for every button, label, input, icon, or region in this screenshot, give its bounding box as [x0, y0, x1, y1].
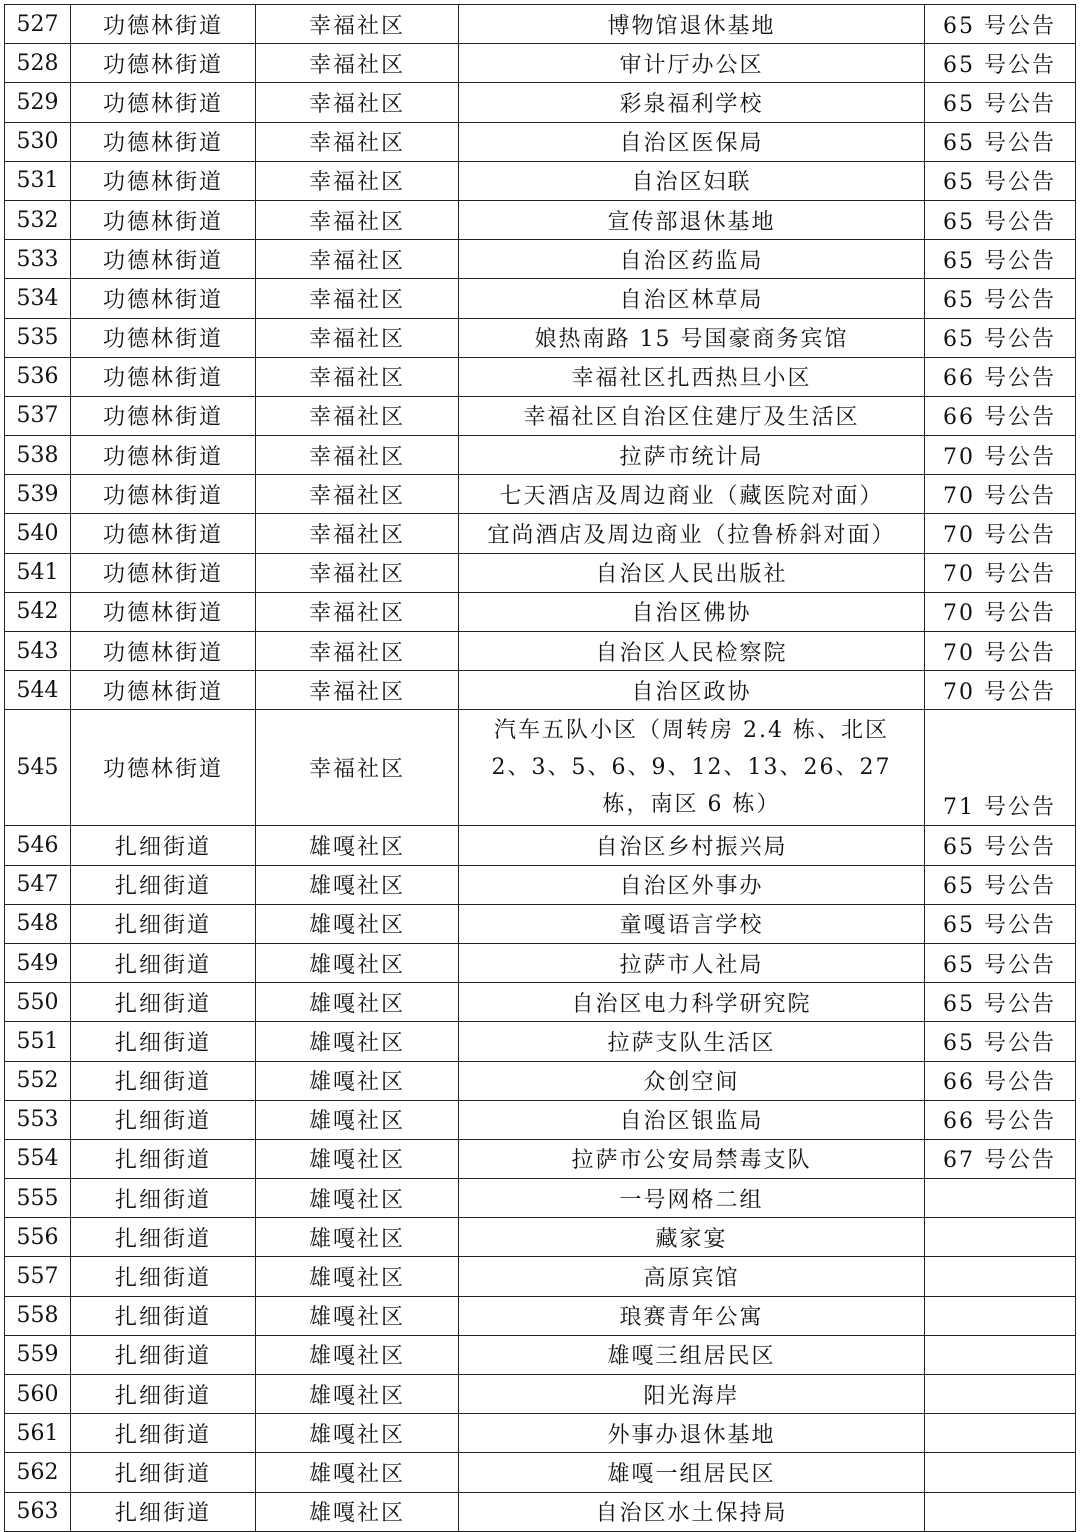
- community-cell: 幸福社区: [256, 44, 459, 83]
- notice-cell: 65 号公告: [925, 983, 1076, 1022]
- street-cell: 扎细街道: [71, 1335, 256, 1374]
- place-cell: 藏家宴: [459, 1218, 925, 1257]
- row-number-cell: 540: [5, 514, 71, 553]
- notice-cell: [925, 1375, 1076, 1414]
- place-cell: 拉萨支队生活区: [459, 1022, 925, 1061]
- row-number-cell: 541: [5, 553, 71, 592]
- notice-cell: [925, 1492, 1076, 1531]
- street-cell: 扎细街道: [71, 1179, 256, 1218]
- row-number-cell: 547: [5, 865, 71, 904]
- street-cell: 功德林街道: [71, 357, 256, 396]
- street-cell: 功德林街道: [71, 514, 256, 553]
- street-cell: 扎细街道: [71, 1022, 256, 1061]
- community-cell: 幸福社区: [256, 83, 459, 122]
- table-row: [5, 396, 1076, 435]
- community-cell: 雄嘎社区: [256, 1375, 459, 1414]
- community-cell: 幸福社区: [256, 514, 459, 553]
- table-row: [5, 710, 1076, 826]
- street-cell: 功德林街道: [71, 83, 256, 122]
- community-cell: 幸福社区: [256, 671, 459, 710]
- notice-cell: 70 号公告: [925, 632, 1076, 671]
- notice-cell: 70 号公告: [925, 553, 1076, 592]
- row-number-cell: 532: [5, 200, 71, 239]
- street-cell: 功德林街道: [71, 592, 256, 631]
- notice-cell: 65 号公告: [925, 943, 1076, 982]
- row-number-cell: 563: [5, 1492, 71, 1531]
- place-cell: 雄嘎一组居民区: [459, 1453, 925, 1492]
- row-number-cell: 531: [5, 161, 71, 200]
- table-row: [5, 1218, 1076, 1257]
- row-number-cell: 527: [5, 5, 71, 44]
- street-cell: 扎细街道: [71, 1492, 256, 1531]
- place-cell: 自治区外事办: [459, 865, 925, 904]
- notice-cell: 65 号公告: [925, 240, 1076, 279]
- table-row: [5, 1061, 1076, 1100]
- street-cell: 功德林街道: [71, 553, 256, 592]
- place-cell: 高原宾馆: [459, 1257, 925, 1296]
- table-row: [5, 904, 1076, 943]
- community-cell: 幸福社区: [256, 436, 459, 475]
- place-cell: 自治区电力科学研究院: [459, 983, 925, 1022]
- community-cell: 幸福社区: [256, 279, 459, 318]
- row-number-cell: 549: [5, 943, 71, 982]
- community-cell: 雄嘎社区: [256, 1296, 459, 1335]
- street-cell: 功德林街道: [71, 5, 256, 44]
- row-number-cell: 557: [5, 1257, 71, 1296]
- street-cell: 扎细街道: [71, 865, 256, 904]
- street-cell: 扎细街道: [71, 1414, 256, 1453]
- place-cell: 自治区人民出版社: [459, 553, 925, 592]
- place-cell: 自治区妇联: [459, 161, 925, 200]
- street-cell: 扎细街道: [71, 1375, 256, 1414]
- street-cell: 扎细街道: [71, 1100, 256, 1139]
- place-cell: 汽车五队小区（周转房 2.4 栋、北区 2、3、5、6、9、12、13、26、27 栋，南区 6 栋）: [459, 710, 925, 826]
- row-number-cell: 551: [5, 1022, 71, 1061]
- row-number-cell: 558: [5, 1296, 71, 1335]
- community-cell: 雄嘎社区: [256, 943, 459, 982]
- table-row: [5, 983, 1076, 1022]
- table-row: [5, 83, 1076, 122]
- place-cell: 自治区佛协: [459, 592, 925, 631]
- notice-cell: 66 号公告: [925, 357, 1076, 396]
- community-cell: 雄嘎社区: [256, 904, 459, 943]
- place-cell: 彩泉福利学校: [459, 83, 925, 122]
- row-number-cell: 538: [5, 436, 71, 475]
- street-cell: 功德林街道: [71, 671, 256, 710]
- table-row: [5, 318, 1076, 357]
- notice-cell: [925, 1335, 1076, 1374]
- row-number-cell: 536: [5, 357, 71, 396]
- notice-cell: 65 号公告: [925, 279, 1076, 318]
- place-cell: 众创空间: [459, 1061, 925, 1100]
- place-cell: 自治区水土保持局: [459, 1492, 925, 1531]
- notice-cell: 65 号公告: [925, 200, 1076, 239]
- place-cell: 自治区政协: [459, 671, 925, 710]
- community-cell: 幸福社区: [256, 200, 459, 239]
- notice-cell: [925, 1296, 1076, 1335]
- table-row: [5, 357, 1076, 396]
- row-number-cell: 561: [5, 1414, 71, 1453]
- street-cell: 扎细街道: [71, 983, 256, 1022]
- street-cell: 功德林街道: [71, 318, 256, 357]
- row-number-cell: 534: [5, 279, 71, 318]
- table-row: [5, 826, 1076, 865]
- row-number-cell: 555: [5, 1179, 71, 1218]
- table-row: [5, 1100, 1076, 1139]
- row-number-cell: 545: [5, 710, 71, 826]
- row-number-cell: 528: [5, 44, 71, 83]
- place-cell: 拉萨市统计局: [459, 436, 925, 475]
- table-row: [5, 865, 1076, 904]
- street-cell: 扎细街道: [71, 1453, 256, 1492]
- street-cell: 功德林街道: [71, 396, 256, 435]
- community-cell: 雄嘎社区: [256, 1139, 459, 1178]
- table-row: [5, 44, 1076, 83]
- place-cell: 自治区人民检察院: [459, 632, 925, 671]
- street-cell: 功德林街道: [71, 710, 256, 826]
- place-cell: 自治区药监局: [459, 240, 925, 279]
- place-cell: 一号网格二组: [459, 1179, 925, 1218]
- row-number-cell: 548: [5, 904, 71, 943]
- row-number-cell: 553: [5, 1100, 71, 1139]
- table-row: [5, 279, 1076, 318]
- notice-cell: 71 号公告: [925, 710, 1076, 826]
- notice-cell: 70 号公告: [925, 514, 1076, 553]
- place-cell: 博物馆退休基地: [459, 5, 925, 44]
- community-cell: 幸福社区: [256, 632, 459, 671]
- community-cell: 雄嘎社区: [256, 1218, 459, 1257]
- place-cell: 外事办退休基地: [459, 1414, 925, 1453]
- community-cell: 幸福社区: [256, 710, 459, 826]
- community-cell: 雄嘎社区: [256, 1179, 459, 1218]
- row-number-cell: 546: [5, 826, 71, 865]
- table-body: [5, 5, 1076, 1532]
- table-row: [5, 1414, 1076, 1453]
- notice-cell: 65 号公告: [925, 826, 1076, 865]
- street-cell: 功德林街道: [71, 161, 256, 200]
- street-cell: 扎细街道: [71, 1257, 256, 1296]
- community-cell: 幸福社区: [256, 5, 459, 44]
- notice-cell: 65 号公告: [925, 865, 1076, 904]
- table-row: [5, 122, 1076, 161]
- row-number-cell: 535: [5, 318, 71, 357]
- street-cell: 扎细街道: [71, 1139, 256, 1178]
- place-cell: 七天酒店及周边商业（藏医院对面）: [459, 475, 925, 514]
- notice-cell: 66 号公告: [925, 1100, 1076, 1139]
- street-cell: 扎细街道: [71, 943, 256, 982]
- table-row: [5, 1492, 1076, 1531]
- place-cell: 娘热南路 15 号国豪商务宾馆: [459, 318, 925, 357]
- notice-table: [4, 4, 1076, 1532]
- table-row: [5, 1179, 1076, 1218]
- place-cell: 自治区医保局: [459, 122, 925, 161]
- notice-cell: 70 号公告: [925, 592, 1076, 631]
- street-cell: 扎细街道: [71, 1296, 256, 1335]
- place-cell: 琅赛青年公寓: [459, 1296, 925, 1335]
- community-cell: 幸福社区: [256, 161, 459, 200]
- community-cell: 雄嘎社区: [256, 983, 459, 1022]
- community-cell: 幸福社区: [256, 122, 459, 161]
- notice-cell: 65 号公告: [925, 161, 1076, 200]
- street-cell: 扎细街道: [71, 904, 256, 943]
- community-cell: 雄嘎社区: [256, 1061, 459, 1100]
- table-row: [5, 161, 1076, 200]
- community-cell: 雄嘎社区: [256, 1100, 459, 1139]
- community-cell: 幸福社区: [256, 396, 459, 435]
- row-number-cell: 537: [5, 396, 71, 435]
- street-cell: 扎细街道: [71, 826, 256, 865]
- notice-cell: [925, 1218, 1076, 1257]
- notice-cell: 65 号公告: [925, 83, 1076, 122]
- community-cell: 雄嘎社区: [256, 1492, 459, 1531]
- notice-cell: [925, 1453, 1076, 1492]
- street-cell: 功德林街道: [71, 475, 256, 514]
- table-row: [5, 1022, 1076, 1061]
- place-cell: 雄嘎三组居民区: [459, 1335, 925, 1374]
- community-cell: 幸福社区: [256, 553, 459, 592]
- notice-cell: [925, 1414, 1076, 1453]
- community-cell: 幸福社区: [256, 475, 459, 514]
- place-cell: 童嘎语言学校: [459, 904, 925, 943]
- row-number-cell: 560: [5, 1375, 71, 1414]
- place-cell: 幸福社区自治区住建厅及生活区: [459, 396, 925, 435]
- notice-cell: [925, 1179, 1076, 1218]
- community-cell: 幸福社区: [256, 592, 459, 631]
- row-number-cell: 539: [5, 475, 71, 514]
- street-cell: 功德林街道: [71, 632, 256, 671]
- place-cell: 阳光海岸: [459, 1375, 925, 1414]
- row-number-cell: 543: [5, 632, 71, 671]
- community-cell: 雄嘎社区: [256, 1453, 459, 1492]
- table-row: [5, 671, 1076, 710]
- community-cell: 幸福社区: [256, 357, 459, 396]
- row-number-cell: 556: [5, 1218, 71, 1257]
- row-number-cell: 552: [5, 1061, 71, 1100]
- table-row: [5, 5, 1076, 44]
- place-cell: 拉萨市人社局: [459, 943, 925, 982]
- street-cell: 功德林街道: [71, 44, 256, 83]
- notice-cell: 70 号公告: [925, 475, 1076, 514]
- notice-cell: 65 号公告: [925, 5, 1076, 44]
- notice-cell: 66 号公告: [925, 396, 1076, 435]
- street-cell: 功德林街道: [71, 240, 256, 279]
- community-cell: 雄嘎社区: [256, 865, 459, 904]
- row-number-cell: 559: [5, 1335, 71, 1374]
- table-row: [5, 1257, 1076, 1296]
- place-cell: 审计厅办公区: [459, 44, 925, 83]
- row-number-cell: 544: [5, 671, 71, 710]
- place-cell: 拉萨市公安局禁毒支队: [459, 1139, 925, 1178]
- place-cell: 自治区银监局: [459, 1100, 925, 1139]
- row-number-cell: 550: [5, 983, 71, 1022]
- place-cell: 宣传部退休基地: [459, 200, 925, 239]
- community-cell: 幸福社区: [256, 318, 459, 357]
- table-row: [5, 1139, 1076, 1178]
- row-number-cell: 542: [5, 592, 71, 631]
- community-cell: 幸福社区: [256, 240, 459, 279]
- notice-cell: 65 号公告: [925, 904, 1076, 943]
- table-row: [5, 1375, 1076, 1414]
- street-cell: 扎细街道: [71, 1061, 256, 1100]
- community-cell: 雄嘎社区: [256, 1022, 459, 1061]
- place-cell: 宜尚酒店及周边商业（拉鲁桥斜对面）: [459, 514, 925, 553]
- notice-cell: 65 号公告: [925, 1022, 1076, 1061]
- table-row: [5, 553, 1076, 592]
- table-row: [5, 1296, 1076, 1335]
- street-cell: 功德林街道: [71, 436, 256, 475]
- table-row: [5, 436, 1076, 475]
- table-row: [5, 514, 1076, 553]
- street-cell: 功德林街道: [71, 200, 256, 239]
- place-cell: 幸福社区扎西热旦小区: [459, 357, 925, 396]
- row-number-cell: 562: [5, 1453, 71, 1492]
- notice-cell: 65 号公告: [925, 318, 1076, 357]
- table-row: [5, 475, 1076, 514]
- table-row: [5, 240, 1076, 279]
- notice-cell: 67 号公告: [925, 1139, 1076, 1178]
- notice-cell: 65 号公告: [925, 44, 1076, 83]
- community-cell: 雄嘎社区: [256, 1335, 459, 1374]
- table-row: [5, 1335, 1076, 1374]
- notice-cell: 65 号公告: [925, 122, 1076, 161]
- community-cell: 雄嘎社区: [256, 826, 459, 865]
- place-cell: 自治区乡村振兴局: [459, 826, 925, 865]
- community-cell: 雄嘎社区: [256, 1414, 459, 1453]
- street-cell: 功德林街道: [71, 122, 256, 161]
- table-row: [5, 943, 1076, 982]
- row-number-cell: 529: [5, 83, 71, 122]
- street-cell: 功德林街道: [71, 279, 256, 318]
- place-cell: 自治区林草局: [459, 279, 925, 318]
- street-cell: 扎细街道: [71, 1218, 256, 1257]
- table-row: [5, 200, 1076, 239]
- table-row: [5, 1453, 1076, 1492]
- row-number-cell: 530: [5, 122, 71, 161]
- row-number-cell: 554: [5, 1139, 71, 1178]
- row-number-cell: 533: [5, 240, 71, 279]
- notice-cell: [925, 1257, 1076, 1296]
- notice-cell: 70 号公告: [925, 436, 1076, 475]
- community-cell: 雄嘎社区: [256, 1257, 459, 1296]
- table-row: [5, 592, 1076, 631]
- notice-cell: 66 号公告: [925, 1061, 1076, 1100]
- notice-cell: 70 号公告: [925, 671, 1076, 710]
- table-row: [5, 632, 1076, 671]
